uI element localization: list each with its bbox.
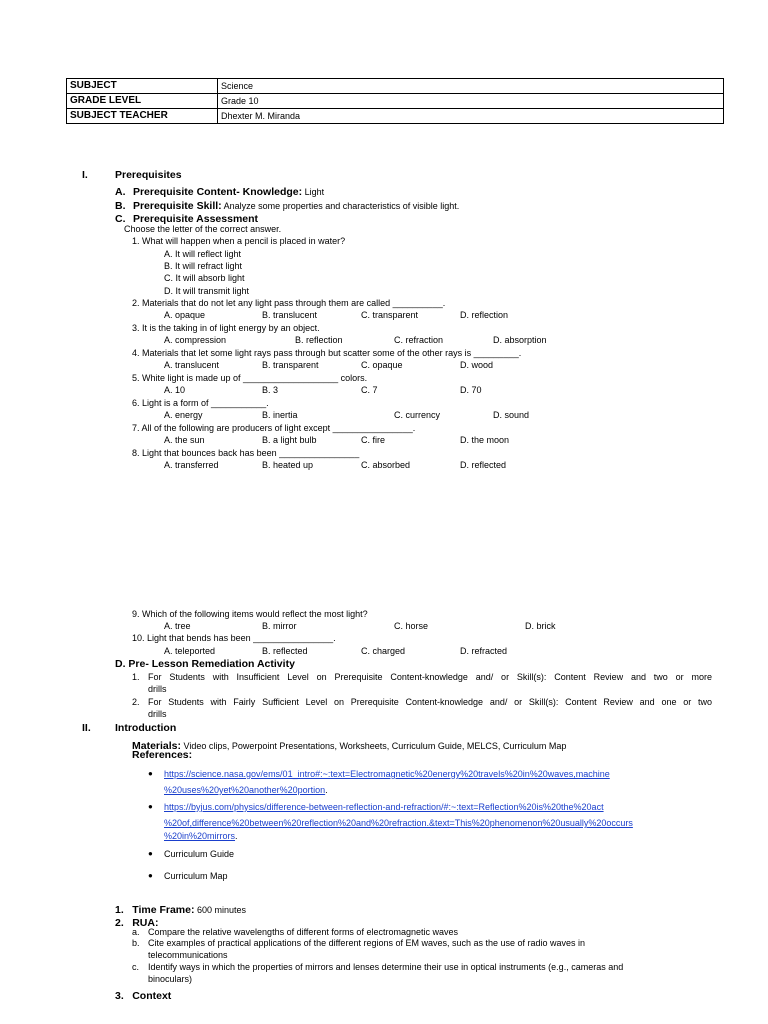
answer-choice: D. absorption [493, 335, 547, 345]
materials-text: Video clips, Powerpoint Presentations, Worksheets, Curriculum Guide, MELCS, Curriculum Map [181, 741, 567, 751]
subject-teacher-value: Dhexter M. Miranda [218, 109, 724, 124]
section-title: Prerequisites [115, 169, 182, 181]
answer-choice: B. a light bulb [262, 435, 317, 445]
question-text: 3. It is the taking in of light energy by an object. [132, 323, 320, 333]
answer-choice: B. It will refract light [164, 261, 243, 271]
answer-choice: B. heated up [262, 460, 314, 470]
item-letter: C. [115, 213, 126, 225]
bullet-icon: ● [148, 849, 153, 858]
item-heading: Prerequisite Assessment [132, 213, 259, 225]
question-text: 1. What will happen when a pencil is placed in water? [132, 236, 346, 246]
remediation-item-line: drills [148, 709, 167, 719]
remediation-item-line: For Students with Insufficient Level on Prerequisite Content-knowledge and/ or Skill(s): Content Review and two or more [148, 672, 712, 682]
rua-letter: b. [132, 938, 140, 948]
subject-value: Science [218, 79, 724, 94]
item-text: Light [302, 187, 325, 197]
answer-choice: A. translucent [164, 360, 220, 370]
context-heading: Context [132, 990, 172, 1002]
answer-choice: C. charged [361, 646, 406, 656]
list-number: 3. [115, 990, 124, 1002]
answer-choice: A. opaque [164, 310, 206, 320]
answer-choice: A. 10 [164, 385, 186, 395]
rua-item-line: Cite examples of practical applications of the different regions of EM waves, such as the use of radio waves in [148, 938, 586, 948]
item-letter: B. [115, 200, 126, 212]
rua-letter: c. [132, 962, 140, 972]
answer-choice: C. fire [361, 435, 386, 445]
grade-level-value: Grade 10 [218, 94, 724, 109]
answer-choice: C. currency [394, 410, 441, 420]
answer-choice: A. It will reflect light [164, 249, 242, 259]
subject-label: SUBJECT [67, 79, 218, 94]
subject-teacher-label: SUBJECT TEACHER [67, 109, 218, 124]
rua-item-line: Compare the relative wavelengths of different forms of electromagnetic waves [148, 927, 458, 937]
answer-choice: B. inertia [262, 410, 298, 420]
table-row [67, 94, 724, 109]
time-frame-value: 600 minutes [194, 905, 246, 915]
answer-choice: B. reflection [295, 335, 343, 345]
answer-choice: D. sound [493, 410, 530, 420]
section-number: I. [82, 169, 88, 181]
time-frame-heading: Time Frame: [132, 904, 195, 916]
answer-choice: B. reflected [262, 646, 308, 656]
answer-choice: A. tree [164, 621, 191, 631]
answer-choice: A. transferred [164, 460, 219, 470]
item-text: Analyze some properties and characteristics of visible light. [221, 201, 460, 211]
question-text: 9. Which of the following items would reflect the most light? [132, 609, 368, 619]
rua-item-line: Identify ways in which the properties of mirrors and lenses determine their use in optical instruments (e.g., cameras and [148, 962, 624, 972]
link-text[interactable]: https://science.nasa.gov/ems/01_intro#:~:text=Electromagnetic%20energy%20travels%20in%20waves,machine [164, 769, 610, 779]
context-heading-line [115, 986, 171, 1004]
rua-item-line: telecommunications [148, 950, 228, 960]
list-number: 2. [115, 917, 124, 929]
answer-choice: D. It will transmit light [164, 286, 250, 296]
bullet-icon: ● [148, 802, 153, 811]
link-period: . [235, 831, 238, 841]
answer-choice: D. reflection [460, 310, 509, 320]
answer-choice: C. absorbed [361, 460, 411, 470]
reference-link[interactable] [164, 831, 238, 842]
answer-choice: B. mirror [262, 621, 297, 631]
reference-link[interactable] [164, 785, 328, 796]
list-number: 1. [132, 672, 140, 682]
table-row [67, 79, 724, 94]
rua-letter: a. [132, 927, 140, 937]
question-text: 7. All of the following are producers of light except ________________. [132, 423, 416, 433]
references-heading: References: [132, 749, 193, 761]
list-number: 2. [132, 697, 140, 707]
answer-choice: D. refracted [460, 646, 508, 656]
link-text[interactable]: %20of,difference%20between%20reflection%20and%20refraction.&text=This%20phenomenon%20usually%20occurs [164, 818, 633, 828]
reference-link[interactable] [164, 769, 610, 780]
answer-choice: D. reflected [460, 460, 507, 470]
item-letter: A. [115, 186, 126, 198]
list-number: 1. [115, 904, 124, 916]
answer-choice: A. teleported [164, 646, 216, 656]
question-text: 6. Light is a form of ___________. [132, 398, 269, 408]
answer-choice: B. 3 [262, 385, 279, 395]
answer-choice: D. wood [460, 360, 494, 370]
remediation-item-line: For Students with Fairly Sufficient Level on Prerequisite Content-knowledge and/ or Skill(s): Content Review and one or two [148, 697, 712, 707]
answer-choice: C. 7 [361, 385, 378, 395]
answer-choice: B. transparent [262, 360, 319, 370]
item-heading: Prerequisite Skill: [132, 200, 222, 212]
question-text: 4. Materials that let some light rays pass through but scatter some of the other rays is _________. [132, 348, 522, 358]
reference-item: Curriculum Guide [164, 849, 235, 859]
answer-choice: C. refraction [394, 335, 444, 345]
rua-item-line: binoculars) [148, 974, 193, 984]
answer-choice: A. compression [164, 335, 227, 345]
link-text[interactable]: %20uses%20yet%20another%20portion [164, 785, 326, 795]
info-table [66, 78, 724, 124]
link-text[interactable]: %20in%20mirrors [164, 831, 236, 841]
question-text: 2. Materials that do not let any light pass through them are called __________. [132, 298, 446, 308]
bullet-icon: ● [148, 871, 153, 880]
remediation-item-line: drills [148, 684, 167, 694]
question-text: 5. White light is made up of ___________________ colors. [132, 373, 368, 383]
reference-link[interactable] [164, 802, 604, 813]
link-text[interactable]: https://byjus.com/physics/difference-between-reflection-and-refraction/#:~:text=Reflection%20is%20the%20act [164, 802, 604, 812]
answer-choice: A. energy [164, 410, 203, 420]
answer-choice: B. translucent [262, 310, 318, 320]
rua-heading: RUA: [132, 917, 159, 929]
section-number: II. [82, 722, 91, 734]
answer-choice: C. transparent [361, 310, 419, 320]
answer-choice: D. brick [525, 621, 556, 631]
link-period: . [325, 785, 328, 795]
answer-choice: C. It will absorb light [164, 273, 245, 283]
question-text: 8. Light that bounces back has been ________________ [132, 448, 360, 458]
instruction-text: Choose the letter of the correct answer. [124, 224, 282, 234]
answer-choice: D. the moon [460, 435, 510, 445]
answer-choice: D. 70 [460, 385, 482, 395]
question-text: 10. Light that bends has been ________________. [132, 633, 336, 643]
answer-choice: A. the sun [164, 435, 205, 445]
reference-link[interactable] [164, 818, 633, 829]
reference-item: Curriculum Map [164, 871, 228, 881]
remediation-title: D. Pre- Lesson Remediation Activity [115, 658, 295, 670]
materials-line [132, 736, 566, 754]
grade-level-label: GRADE LEVEL [67, 94, 218, 109]
answer-choice: C. opaque [361, 360, 403, 370]
materials-heading: Materials: [132, 740, 182, 752]
bullet-icon: ● [148, 769, 153, 778]
section-title: Introduction [115, 722, 177, 734]
table-row [67, 109, 724, 124]
item-heading: Prerequisite Content- Knowledge: [132, 186, 303, 198]
answer-choice: C. horse [394, 621, 429, 631]
